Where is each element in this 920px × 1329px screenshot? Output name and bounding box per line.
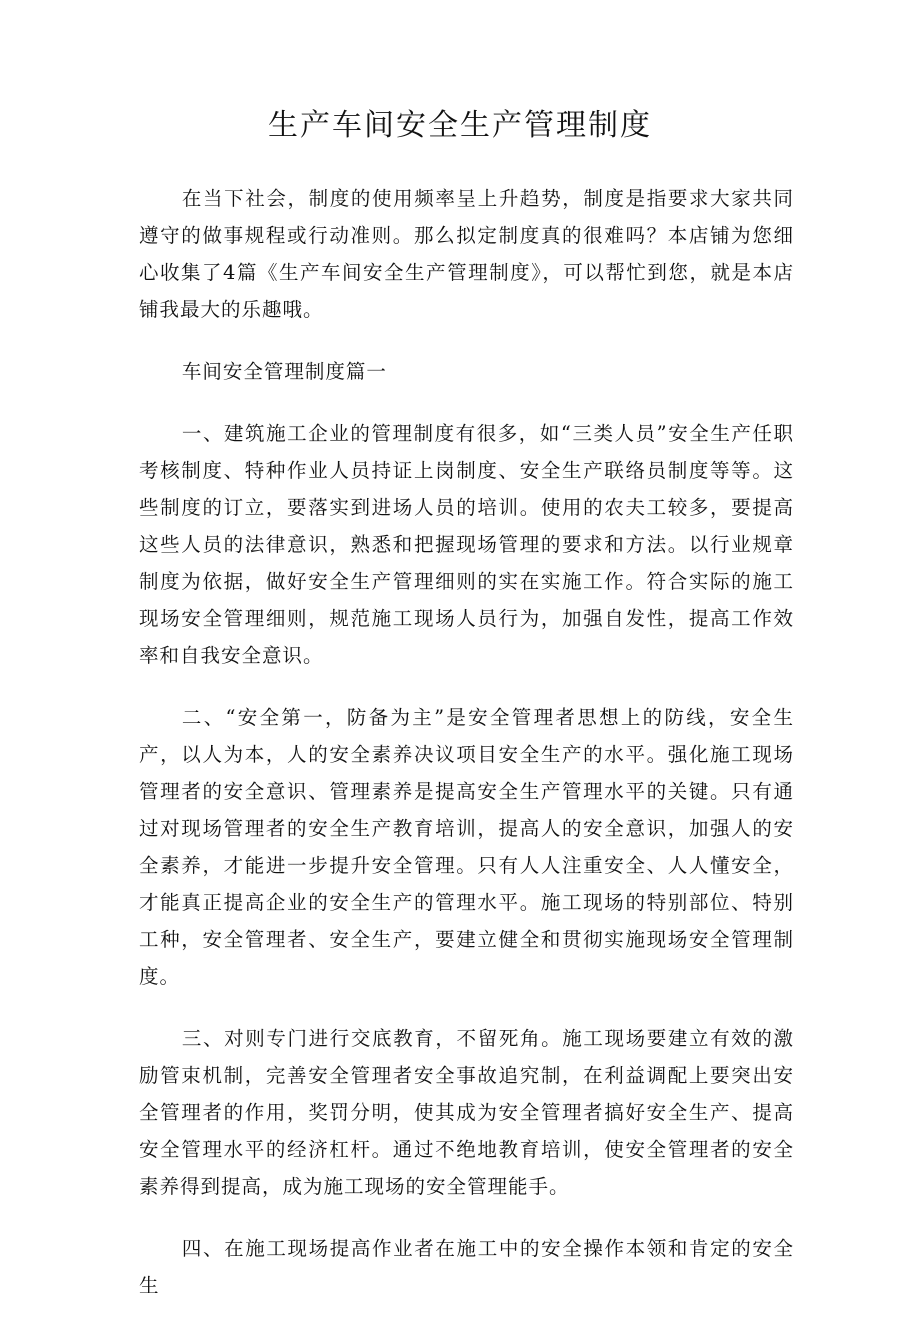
section-heading: 车间安全管理制度篇一	[181, 360, 387, 383]
paragraph-1: 一、建筑施工企业的管理制度有很多，如“三类人员”安全生产任职考核制度、特种作业人员持证上岗制度、安全生产联络员制度等等。这些制度的订立，要落实到进场人员的培训。使用的农夫工较多，要提高这些人员的法律意识，熟悉和把握现场管理的要求和方法。以行业规章制度为依据，做好安全生产管理细则的实在实施工作。符合实际的施工现场安全管理细则，规范施工现场人员行为，加强自发性，提高工作效率和自我安全意识。	[139, 422, 794, 667]
document-title: 生产车间安全生产管理制度	[268, 108, 652, 143]
paragraph-2: 二、“安全第一，防备为主”是安全管理者思想上的防线，安全生产，以人为本，人的安全素养决议项目安全生产的水平。强化施工现场管理者的安全意识、管理素养是提高安全生产管理水平的关键。只有通过对现场管理者的安全生产教育培训，提高人的安全意识，加强人的安全素养，才能进一步提升安全管理。只有人人注重安全、人人懂安全，才能真正提高企业的安全生产的管理水平。施工现场的特别部位、特别工种，安全管理者、安全生产，要建立健全和贯彻实施现场安全管理制度。	[139, 706, 794, 988]
paragraph-3: 三、对则专门进行交底教育，不留死角。施工现场要建立有效的激励管束机制，完善安全管理者安全事故追究制，在利益调配上要突出安全管理者的作用，奖罚分明，使其成为安全管理者搞好安全生产、提高安全管理水平的经济杠杆。通过不绝地教育培训，使安全管理者的安全素养得到提高，成为施工现场的安全管理能手。	[139, 1027, 794, 1198]
intro-paragraph: 在当下社会，制度的使用频率呈上升趋势，制度是指要求大家共同遵守的做事规程或行动准则。那么拟定制度真的很难吗？本店铺为您细心收集了4篇《生产车间安全生产管理制度》，可以帮忙到您，就是本店铺我最大的乐趣哦。	[139, 187, 794, 321]
paragraph-4: 四、在施工现场提高作业者在施工中的安全操作本领和肯定的安全生	[139, 1237, 794, 1297]
document-body	[139, 180, 794, 1329]
